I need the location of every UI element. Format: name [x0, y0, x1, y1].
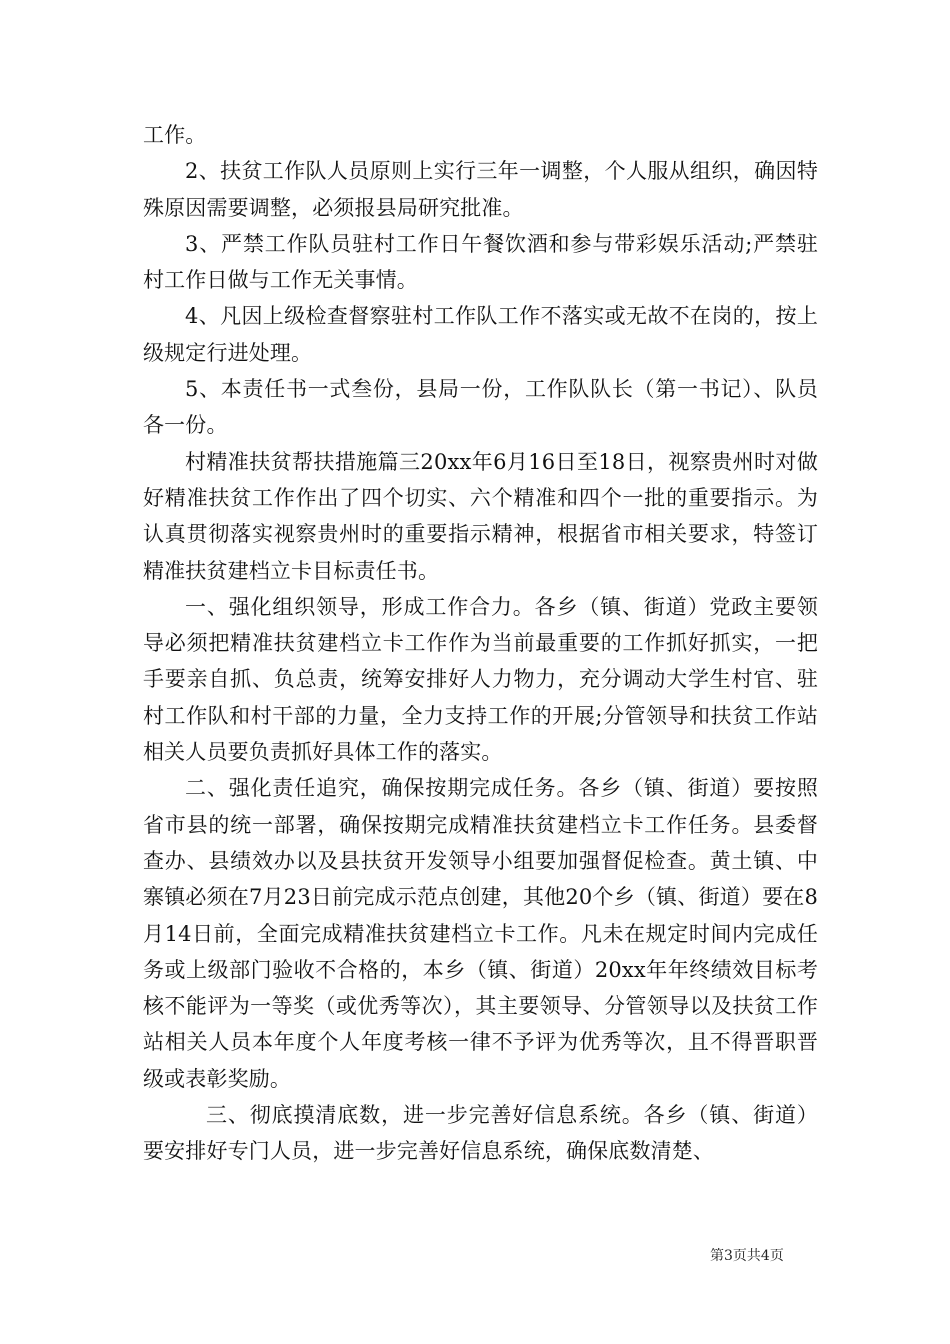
- paragraph-point-one: 一、强化组织领导，形成工作合力。各乡（镇、街道）党政主要领导必须把精准扶贫建档立卡工作作为当前最重要的工作抓好抓实，一把手要亲自抓、负总责，统筹安排好人力物力，充分调动大学生村官、驻村工作队和村干部的力量，全力支持工作的开展;分管领导和扶贫工作站相关人员要负责抓好具体工作的落实。: [143, 594, 818, 765]
- document-body: [143, 117, 818, 1170]
- paragraph-section-three-intro: 村精准扶贫帮扶措施篇三20xx年6月16日至18日，视察贵州时对做好精准扶贫工作作出了四个切实、六个精准和四个一批的重要指示。为认真贯彻落实视察贵州时的重要指示精神，根据省市相关要求，特签订精准扶贫建档立卡目标责任书。: [143, 449, 818, 583]
- paragraph-item-5: 5、本责任书一式叁份，县局一份，工作队队长（第一书记）、队员各一份。: [143, 377, 818, 438]
- paragraph-continuation: 工作。: [143, 123, 207, 147]
- paragraph-point-three: 三、彻底摸清底数，进一步完善好信息系统。各乡（镇、街道）要安排好专门人员，进一步完善好信息系统，确保底数清楚、: [143, 1103, 818, 1164]
- paragraph-item-3: 3、严禁工作队员驻村工作日午餐饮酒和参与带彩娱乐活动;严禁驻村工作日做与工作无关事情。: [143, 231, 818, 293]
- page-number: 第3页共4页: [710, 1248, 784, 1264]
- paragraph-item-2: 2、扶贫工作队人员原则上实行三年一调整，个人服从组织，确因特殊原因需要调整，必须报县局研究批准。: [143, 159, 818, 220]
- paragraph-item-4: 4、凡因上级检查督察驻村工作队工作不落实或无故不在岗的，按上级规定行进处理。: [143, 304, 818, 365]
- paragraph-point-two: 二、强化责任追究，确保按期完成任务。各乡（镇、街道）要按照省市县的统一部署，确保按期完成精准扶贫建档立卡工作任务。县委督查办、县绩效办以及县扶贫开发领导小组要加强督促检查。黄土镇、中寨镇必须在7月23日前完成示范点创建，其他20个乡（镇、街道）要在8月14日前，全面完成精准扶贫建档立卡工作。凡未在规定时间内完成任务或上级部门验收不合格的，本乡（镇、街道）20xx年年终绩效目标考核不能评为一等奖（或优秀等次），其主要领导、分管领导以及扶贫工作站相关人员本年度个人年度考核一律不予评为优秀等次，且不得晋职晋级或表彰奖励。: [143, 776, 818, 1091]
